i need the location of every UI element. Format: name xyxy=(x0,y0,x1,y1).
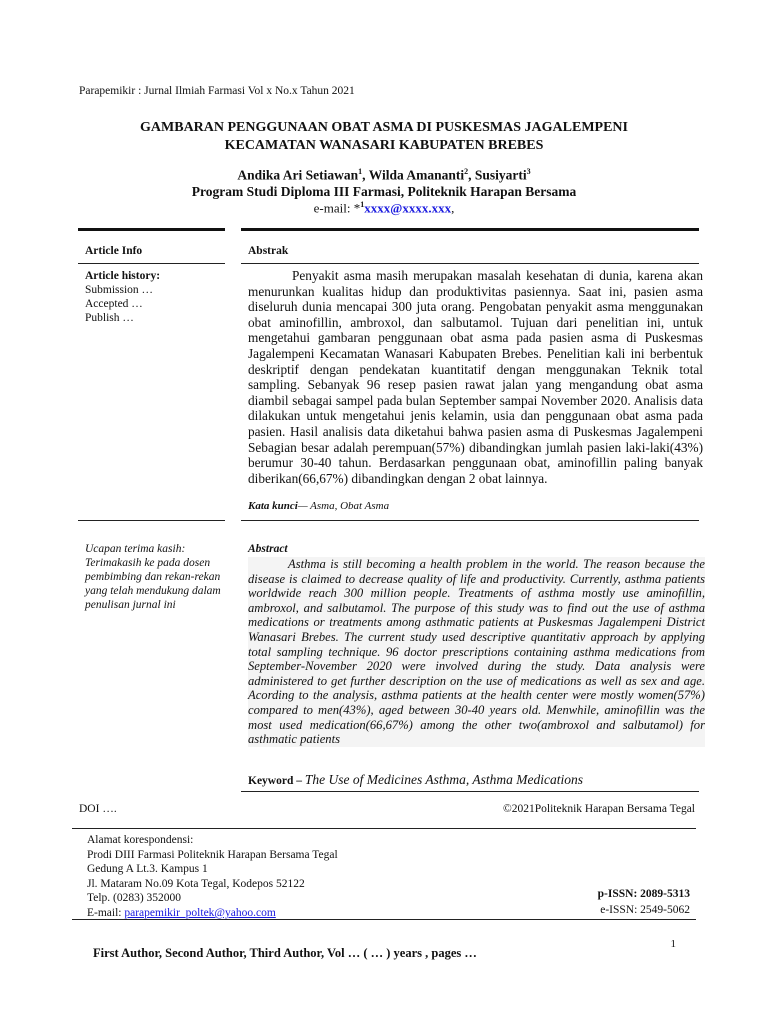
correspondence-bottom-rule xyxy=(72,919,696,920)
author-1: Andika Ari Setiawan xyxy=(237,167,359,183)
abstrak-rule xyxy=(241,263,699,264)
abstract-heading: Abstract xyxy=(248,543,288,555)
article-history xyxy=(85,269,160,325)
p-issn: p-ISSN: 2089-5313 xyxy=(597,888,690,900)
kata-kunci-label: Kata kunci xyxy=(248,500,298,512)
kata-kunci xyxy=(248,500,389,512)
email-label: e-mail: * xyxy=(313,200,361,216)
keyword-value: The Use of Medicines Asthma, Asthma Medications xyxy=(304,772,583,787)
corr-heading: Alamat korespondensi: xyxy=(87,834,194,846)
author-3: Susiyarti xyxy=(474,167,527,183)
running-header: Parapemikir : Jurnal Ilmiah Farmasi Vol x No.x Tahun 2021 xyxy=(79,85,355,97)
kata-kunci-value: — Asma, Obat Asma xyxy=(297,500,390,512)
acknowledgement: Ucapan terima kasih: Terimakasih ke pada dosen pembimbing dan rekan-rekan yang telah mendukung dalam penulisan jurnal ini xyxy=(85,543,221,611)
correspondence-top-rule xyxy=(72,828,696,829)
article-title xyxy=(60,119,708,155)
title-line-1: GAMBARAN PENGGUNAAN OBAT ASMA DI PUSKESMAS JAGALEMPENI xyxy=(140,120,628,135)
email-address[interactable]: xxxx@xxxx.xxx xyxy=(364,200,452,216)
info-top-rule xyxy=(78,228,225,231)
corr-line-3: Gedung A Lt.3. Kampus 1 xyxy=(87,863,208,876)
corr-phone: Telp. (0283) 352000 xyxy=(87,892,182,905)
author-sep-2: , xyxy=(468,167,475,183)
author-2-sup: 2 xyxy=(464,167,469,176)
abstract-bottom-rule xyxy=(241,791,699,792)
publish: Publish … xyxy=(85,312,134,324)
email-sup: 1 xyxy=(360,200,365,209)
e-issn: e-ISSN: 2549-5062 xyxy=(600,904,690,916)
corr-email-link[interactable]: parapemikir_poltek@yahoo.com xyxy=(124,906,276,919)
author-list xyxy=(60,167,708,184)
abstrak-top-rule xyxy=(241,228,699,231)
abstrak-body: Penyakit asma masih merupakan masalah kesehatan di dunia, karena akan menurunkan kualitas hidup dan produktivitas pasiennya. Saat ini, pasien asma diseluruh dunia mencapai 300 juta orang. Pengobatan penyakit asma menggunakan obat aminofillin, ambroxol, dan salbutamol. Tujuan dari penelitian ini, untuk mengetahui gambaran penggunaan obat asma pada pasien asma di Puskesmas Jagalempeni Kecamatan Wanasari Kabupaten Brebes. Penelitian kali ini berbentuk deskriptif dengan pendekatan kuantitatif dengan menggunakan Teknik total sampling. Sebanyak 96 resep pasien rawat jalan yang mengandung obat asma diambil sebagai sampel pada bulan September sampai November 2020. Analisis data dilakukan untuk mengetahui jenis kelamin, usia dan penggunaan obat asma pada pasien. Hasil analisis data diketahui bahwa pasien asma di Puskesmas Jagalempeni Sebagian besar adalah perempuan(57%) dibandingkan jumlah pasien laki-laki(43%) berumur 30-40 tahun. Berdasarkan penggunaan obat, aminofillin paling banyak diberikan(66,67%) dibandingkan dengan 2 obat lainnya. xyxy=(248,268,703,486)
affiliation: Program Studi Diploma III Farmasi, Politeknik Harapan Bersama xyxy=(191,184,577,199)
submission: Submission … xyxy=(85,284,154,296)
page-number: 1 xyxy=(670,938,676,950)
corr-email-label: E-mail: xyxy=(87,906,125,919)
doi: DOI …. xyxy=(79,803,117,815)
title-line-2: KECAMATAN WANASARI KABUPATEN BREBES xyxy=(224,138,544,153)
history-heading: Article history: xyxy=(85,270,161,282)
author-sep-1: , xyxy=(362,167,369,183)
info-rule xyxy=(78,263,225,264)
keyword-label: Keyword – xyxy=(248,775,302,787)
correspondence xyxy=(87,833,338,921)
abstract-body: Asthma is still becoming a health problem in the world. The reason because the disease is claimed to decrease quality of life and productivity. Currently, asthma patients worldwide reach 300 million people. Treatments of asthma mostly use aminofillin, ambroxol, and salbutamol. The purpose of this study was to find out the use of asthma medications or treatments among asthmatic patients at Puskesmas Jagalempeni District Wanasari Brebes. The current study used descriptive quantitativ approach by applying total sampling technique. 96 doctor prescriptions containing asthma medications from September-November 2020 were involved during the study. Data analysis were administered to get further description on the use of medications as well as sex and age. Acording to the analysis, asthma patients at the health center were mostly women(57%) compared to men(43%), aged between 30-40 years old. Menwhile, aminofillin was the most used medication(66,67%) among the other two(ambroxol and salbutamol) for asthmatic patients xyxy=(248,557,705,747)
info-bottom-rule xyxy=(78,520,225,521)
abstrak-heading: Abstrak xyxy=(248,245,289,257)
accepted: Accepted … xyxy=(85,298,143,310)
footer-citation: First Author, Second Author, Third Author, Vol … ( … ) years , pages … xyxy=(93,946,477,960)
email-tail: , xyxy=(451,200,455,216)
article-info-heading: Article Info xyxy=(85,245,143,257)
copyright: ©2021Politeknik Harapan Bersama Tegal xyxy=(503,803,695,815)
author-3-sup: 3 xyxy=(526,167,531,176)
author-1-sup: 1 xyxy=(358,167,363,176)
abstrak-bottom-rule xyxy=(241,520,699,521)
author-email xyxy=(60,200,708,216)
corr-line-2: Prodi DIII Farmasi Politeknik Harapan Bersama Tegal xyxy=(87,848,338,861)
author-2: Wilda Amananti xyxy=(368,167,465,183)
corr-line-4: Jl. Mataram No.09 Kota Tegal, Kodepos 52122 xyxy=(87,877,305,890)
keyword-line xyxy=(248,772,583,788)
